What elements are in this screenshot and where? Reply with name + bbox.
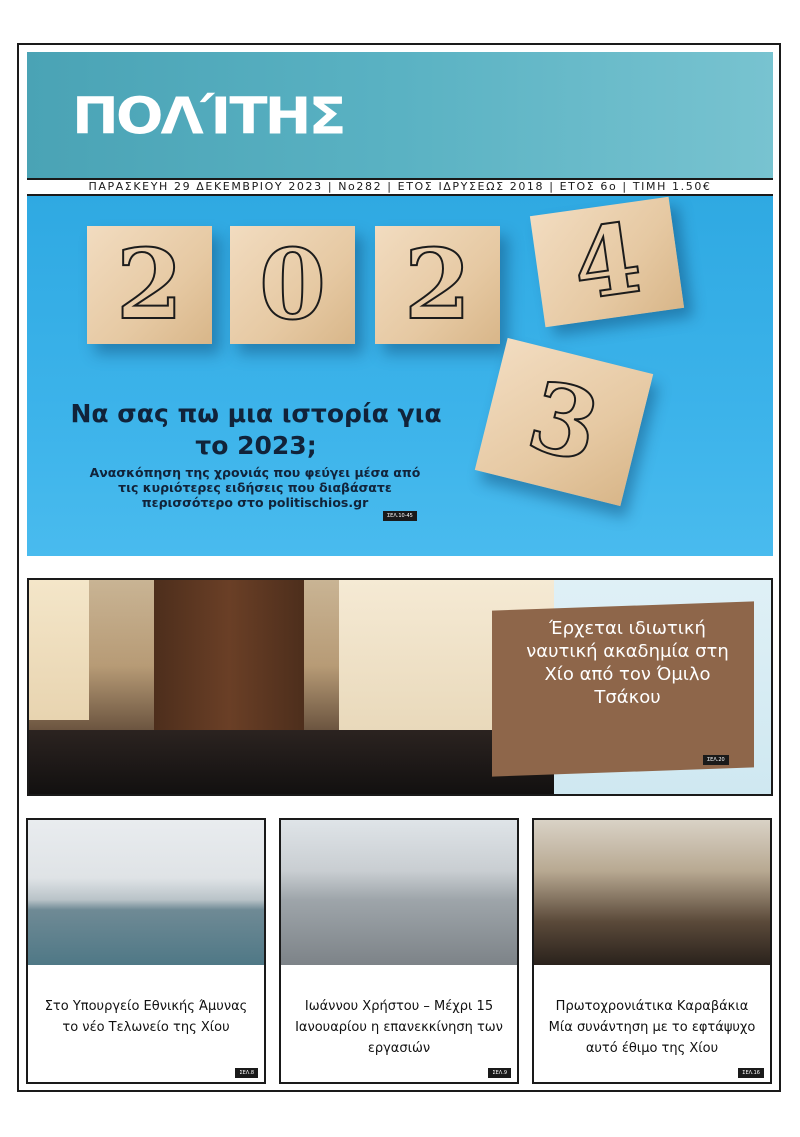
newspaper-logo: ΠΟΛΊΤΗΣ [72,87,344,146]
secondary-story-headline[interactable]: Έρχεται ιδιωτική ναυτική ακαδημία στη Χίο από τον Όμιλο Τσάκου [526,618,729,708]
card-headline: Ιωάννου Χρήστου – Μέχρι 15 Ιανουαρίου η επανεκκίνηση των εργασιών [295,999,503,1056]
dateline: ΠΑΡΑΣΚΕΥΗ 29 ΔΕΚΕΜΒΡΙΟΥ 2023 | Νο282 | ΕΤΟΣ ΙΔΡΥΣΕΩΣ 2018 | ΕΤΟΣ 6ο | ΤΙΜΗ 1.50€ [27,178,773,196]
story-card-customs[interactable] [26,818,266,1084]
conference-photo [29,580,554,794]
harbor-photo [28,820,264,965]
audience [29,730,554,794]
card-page-ref: ΣΕΛ.8 [235,1068,258,1078]
secondary-page-ref: ΣΕΛ.20 [703,755,729,765]
card-headline: Στο Υπουργείο Εθνικής Άμυνας το νέο Τελωνείο της Χίου [44,999,248,1035]
hero-subheadline: Ανασκόπηση της χρονιάς που φεύγει μέσα από τις κυριότερες ειδήσεις που διαβάσατε περισσότερο στο politischios.gr [89,465,421,510]
traffic-cones-photo [281,820,517,965]
hero-cube-2: 0 [230,226,355,344]
card-headline: Πρωτοχρονιάτικα Καραβάκια Μία συνάντηση με το εφτάψυχο αυτό έθιμο της Χίου [548,999,756,1056]
hero-cube-1: 2 [87,226,212,344]
hero-cube-4: 4 [530,197,684,327]
hero-headline[interactable]: Να σας πω μια ιστορία για το 2023; [70,399,442,460]
hero-page-ref: ΣΕΛ.10-45 [383,511,417,521]
wood-panel [154,580,304,750]
hero-cube-3: 2 [375,226,500,344]
story-card-karavakia[interactable] [532,818,772,1084]
card-page-ref: ΣΕΛ.16 [738,1068,764,1078]
card-page-ref: ΣΕΛ.9 [488,1068,511,1078]
projection-screen-left [29,580,89,720]
story-card-roadworks[interactable] [279,818,519,1084]
hero-cube-5: 3 [475,338,653,506]
people-photo [534,820,770,965]
